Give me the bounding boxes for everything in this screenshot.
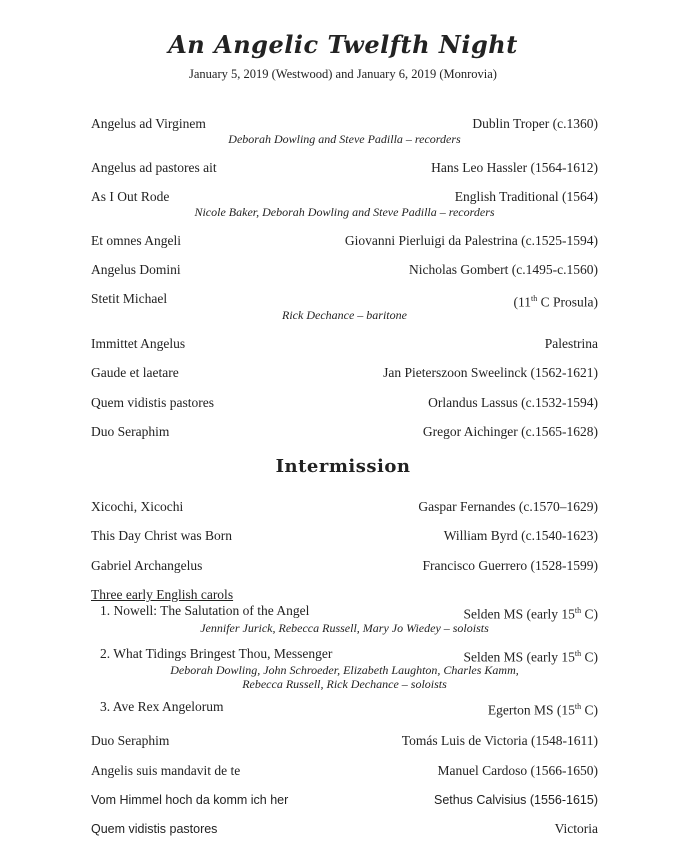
piece-title: Duo Seraphim <box>91 733 170 748</box>
program-entry <box>91 262 598 278</box>
program-entry <box>91 528 598 544</box>
composer: English Traditional (1564) <box>454 189 598 204</box>
composer: Nicholas Gombert (c.1495-c.1560) <box>409 262 598 277</box>
piece-title: 3. Ave Rex Angelorum <box>100 699 224 714</box>
composer: Manuel Cardoso (1566-1650) <box>437 763 598 778</box>
program-entry <box>91 499 598 515</box>
piece-title: Angelus Domini <box>91 262 181 277</box>
piece-title: 2. What Tidings Bringest Thou, Messenger <box>100 646 333 661</box>
performers: Rick Dechance – baritone <box>282 308 407 322</box>
composer: Jan Pieterszoon Sweelinck (1562-1621) <box>383 365 598 380</box>
composer: Selden MS (early 15th C) <box>463 649 598 665</box>
piece-title: Quem vidistis pastores <box>91 822 218 836</box>
performers: Rebecca Russell, Rick Dechance – soloists <box>242 677 447 691</box>
composer: Gregor Aichinger (c.1565-1628) <box>422 424 598 439</box>
composer: Gaspar Fernandes (c.1570–1629) <box>418 499 598 514</box>
composer: Sethus Calvisius (1556-1615) <box>434 793 598 807</box>
composer: Selden MS (early 15th C) <box>463 606 598 622</box>
performers: Deborah Dowling and Steve Padilla – recorders <box>228 132 461 146</box>
composer: Egerton MS (15th C) <box>487 702 598 718</box>
performers: Deborah Dowling, John Schroeder, Elizabeth Laughton, Charles Kamm, <box>170 663 519 677</box>
program-entry <box>91 424 598 440</box>
piece-title: This Day Christ was Born <box>91 528 232 543</box>
composer: Giovanni Pierluigi da Palestrina (c.1525-1594) <box>344 233 598 248</box>
program-title: An Angelic Twelfth Night <box>168 30 518 59</box>
program-entry <box>91 792 598 808</box>
program-entry <box>91 365 598 381</box>
program-entry <box>91 160 598 176</box>
composer: Dublin Troper (c.1360) <box>472 116 598 131</box>
piece-title: Vom Himmel hoch da komm ich her <box>91 793 289 807</box>
composer: William Byrd (c.1540-1623) <box>443 528 598 543</box>
program-entry <box>91 233 598 249</box>
composer: Francisco Guerrero (1528-1599) <box>422 558 598 573</box>
program-entry <box>91 395 598 411</box>
carols-heading: Three early English carols <box>91 587 234 602</box>
piece-title: Angelus ad Virginem <box>91 116 206 131</box>
program-dates: January 5, 2019 (Westwood) and January 6, 2019 (Monrovia) <box>189 67 497 81</box>
piece-title: Immittet Angelus <box>91 336 186 351</box>
composer: (11th C Prosula) <box>513 294 598 310</box>
composer: Tomás Luis de Victoria (1548-1611) <box>401 733 598 748</box>
composer: Orlandus Lassus (c.1532-1594) <box>428 395 598 410</box>
program-entry <box>91 336 598 352</box>
program-entry <box>91 821 598 837</box>
intermission-heading: Intermission <box>275 456 411 477</box>
composer: Hans Leo Hassler (1564-1612) <box>431 160 598 175</box>
carol-entry <box>100 603 598 623</box>
program-entry <box>91 733 598 749</box>
piece-title: Angelis suis mandavit de te <box>91 763 241 778</box>
performers: Nicole Baker, Deborah Dowling and Steve Padilla – recorders <box>194 205 495 219</box>
program-entry <box>91 189 598 205</box>
piece-title: Et omnes Angeli <box>91 233 181 248</box>
program-entry <box>91 558 598 574</box>
piece-title: Gaude et laetare <box>91 365 179 380</box>
piece-title: As I Out Rode <box>91 189 170 204</box>
program-entry <box>91 116 598 132</box>
composer: Palestrina <box>544 336 598 351</box>
piece-title: Xicochi, Xicochi <box>91 499 184 514</box>
piece-title: 1. Nowell: The Salutation of the Angel <box>100 603 310 618</box>
piece-title: Gabriel Archangelus <box>91 558 203 573</box>
program-entry <box>91 763 598 779</box>
performers: Jennifer Jurick, Rebecca Russell, Mary Jo Wiedey – soloists <box>200 621 489 635</box>
carol-entry <box>100 699 598 719</box>
composer: Victoria <box>554 821 598 836</box>
piece-title: Stetit Michael <box>91 291 168 306</box>
piece-title: Quem vidistis pastores <box>91 395 214 410</box>
piece-title: Duo Seraphim <box>91 424 170 439</box>
piece-title: Angelus ad pastores ait <box>91 160 217 175</box>
